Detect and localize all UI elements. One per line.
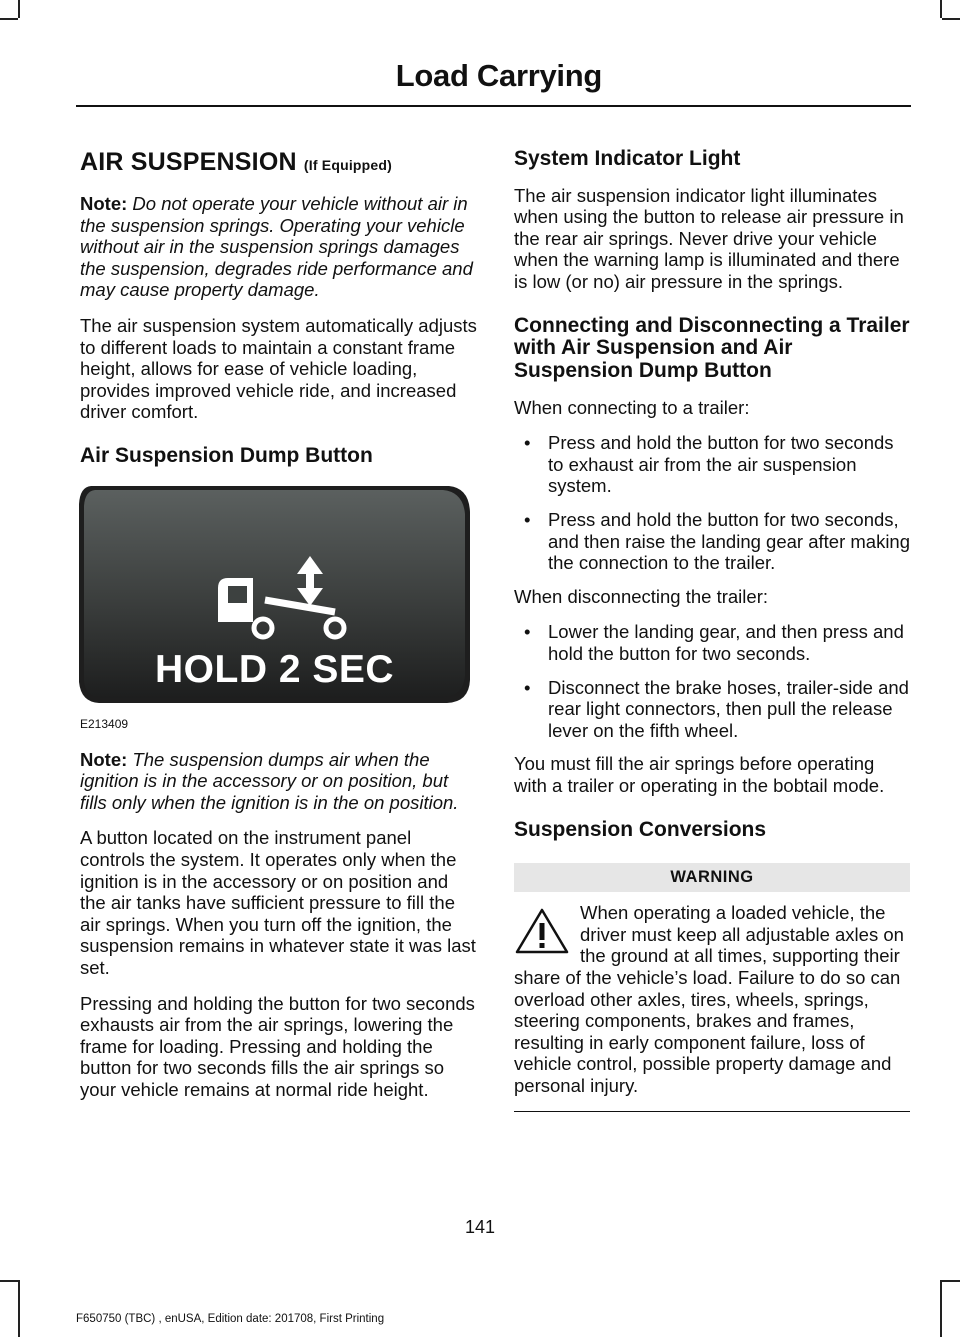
page-title: Load Carrying: [395, 58, 602, 93]
connecting-bullet-list: [514, 432, 910, 574]
right-column: [514, 140, 910, 1112]
bullet-glyph: •: [524, 509, 531, 531]
list-item-text: Press and hold the button for two seconds to exhaust air from the air suspension system.: [548, 432, 894, 497]
list-item-text: Disconnect the brake hoses, trailer-side and rear light connectors, then pull the release lever on the fifth wheel.: [548, 676, 909, 741]
body-paragraph: You must fill the air springs before operating with a trailer or operating in the bobtail mode.: [514, 753, 885, 796]
body-paragraph: When disconnecting the trailer:: [514, 585, 768, 607]
page-number: 141: [464, 1217, 496, 1237]
crop-mark: [0, 1280, 18, 1282]
note-paragraph: [80, 749, 477, 814]
subsection-heading: Air Suspension Dump Button: [80, 443, 373, 467]
crop-mark: [940, 1280, 942, 1337]
warning-rule: [514, 1111, 910, 1113]
body-paragraph: When connecting to a trailer:: [514, 396, 750, 418]
dump-button-figure: [77, 482, 471, 707]
footer-text: F650750 (TBC) , enUSA, Edition date: 201708, First Printing: [76, 1313, 385, 1325]
list-item-text: Press and hold the button for two seconds, and then raise the landing gear after making the connection to the trailer.: [548, 509, 911, 574]
bullet-glyph: •: [524, 432, 531, 454]
list-item: [514, 432, 910, 497]
bullet-glyph: •: [524, 676, 531, 698]
crop-mark: [942, 18, 960, 20]
body-paragraph: The air suspension indicator light illuminates when using the button to release air pressure in the rear air springs. Never drive your vehicle when the warning lamp is illuminated and there is low (or no) air pressure in the springs.: [514, 184, 904, 293]
left-column: [80, 140, 477, 1115]
warning-body: [514, 902, 910, 1112]
note-text: The suspension dumps air when the ignition is in the accessory or on position, but fills only when the ignition is in the on position.: [80, 748, 459, 813]
section-heading-suffix: (If Equipped): [303, 157, 393, 173]
disconnecting-bullet-list: [514, 621, 910, 741]
list-item: [514, 677, 910, 742]
note-label: Note:: [80, 748, 128, 770]
section-heading: [80, 148, 477, 177]
list-item: [514, 509, 910, 574]
button-label-text: HOLD 2 SEC: [155, 647, 395, 691]
figure-id: E213409: [80, 716, 129, 731]
note-text: Do not operate your vehicle without air in the suspension springs. Operating your vehicle without air in the suspension springs damages the suspension, degrades ride performance and may cause property damage.: [80, 193, 473, 301]
warning-triangle-icon: [514, 906, 570, 956]
crop-mark: [18, 1280, 20, 1337]
list-item-text: Lower the landing gear, and then press and hold the button for two seconds.: [548, 621, 904, 664]
warning-header: WARNING: [514, 863, 910, 892]
warning-text: When operating a loaded vehicle, the driver must keep all adjustable axles on the ground at all times, supporting their share of the vehicle’s load. Failure to do so can overload other axles, tires, wheels, springs, steering components, brakes and frames, resulting in early component failure, loss of vehicle control, possible property damage and personal injury.: [514, 902, 904, 1096]
note-label: Note:: [80, 193, 128, 214]
subsection-heading: System Indicator Light: [514, 147, 741, 170]
subsection-heading: Connecting and Disconnecting a Trailer with Air Suspension and Air Suspension Dump Button: [514, 313, 910, 382]
header-rule: [76, 105, 911, 107]
crop-mark: [18, 0, 20, 18]
crop-mark: [940, 0, 942, 18]
note-paragraph: [80, 193, 477, 301]
list-item: [514, 621, 910, 664]
crop-mark: [0, 18, 18, 20]
body-paragraph: A button located on the instrument panel controls the system. It operates only when the ignition is in the accessory or on position and the air tanks have sufficient pressure to fill the air springs. When you turn off the ignition, the suspension remains in whatever state it was last set.: [80, 827, 476, 978]
body-paragraph: The air suspension system automatically adjusts to different loads to maintain a constant frame height, allows for ease of vehicle loading, provides improved vehicle ride, and increased driver comfort.: [80, 314, 477, 423]
subsection-heading: Suspension Conversions: [514, 817, 767, 841]
body-paragraph: Pressing and holding the button for two seconds exhausts air from the air springs, lowering the frame for loading. Pressing and holding the button for two seconds fills the air springs so your vehicle remains at normal ride height.: [80, 992, 475, 1100]
crop-mark: [942, 1280, 960, 1282]
bullet-glyph: •: [524, 621, 531, 643]
section-heading-text: AIR SUSPENSION: [80, 148, 297, 176]
